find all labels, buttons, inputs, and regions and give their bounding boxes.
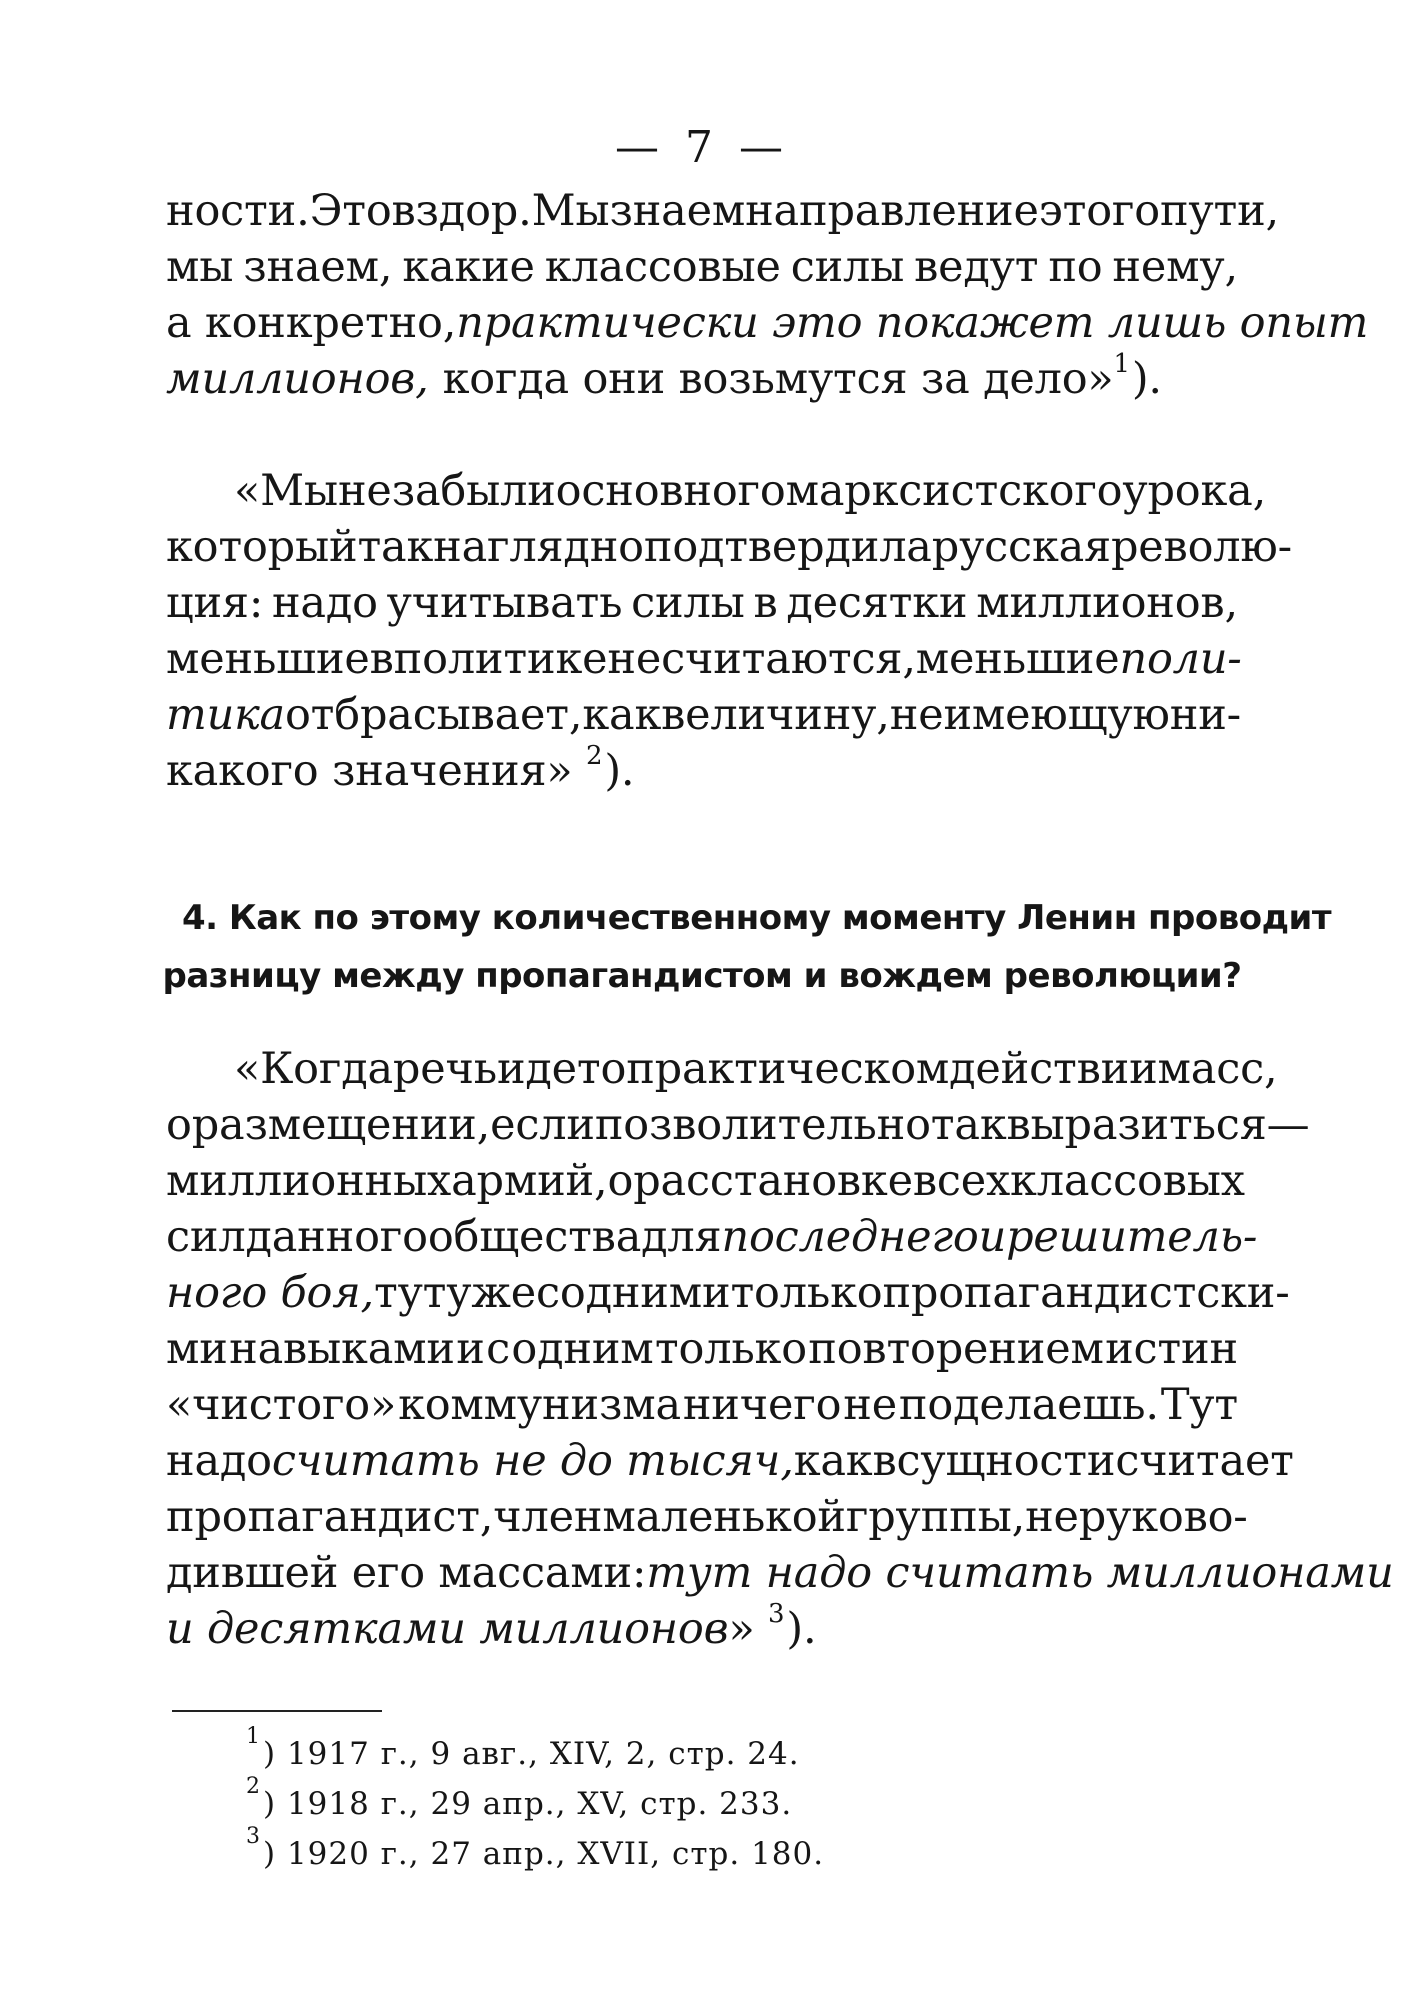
word: забыли xyxy=(391,466,556,516)
word: имеющую xyxy=(943,690,1170,740)
word: не xyxy=(337,466,392,516)
word: считает xyxy=(1115,1436,1294,1486)
word: надо xyxy=(166,1436,272,1486)
word: только xyxy=(730,1268,883,1318)
word: сил xyxy=(166,1212,246,1262)
word: надо xyxy=(271,578,378,628)
paragraph-2 xyxy=(166,466,1292,802)
text-line xyxy=(166,578,1238,634)
word: пути, xyxy=(1159,186,1280,236)
text-line xyxy=(166,1492,1248,1548)
paragraph-3 xyxy=(166,1044,1394,1660)
text-line xyxy=(166,1156,1245,1212)
word: так xyxy=(357,522,434,572)
word: член xyxy=(493,1492,603,1542)
word: в xyxy=(753,578,778,628)
word: поделаешь. xyxy=(898,1380,1159,1430)
word: миллионных xyxy=(166,1156,452,1206)
word: меньшие xyxy=(166,634,370,684)
word: силы xyxy=(790,242,905,292)
word: ни- xyxy=(1169,690,1242,740)
word: силы xyxy=(631,578,745,628)
text-line xyxy=(166,1324,1238,1380)
italic-word: последнего xyxy=(721,1212,979,1262)
footnote-3 xyxy=(246,1823,1146,1886)
footnote-ref-2[interactable]: 2 xyxy=(586,740,603,771)
word: общества xyxy=(427,1212,642,1262)
word: пропагандистски- xyxy=(882,1268,1290,1318)
word: вздор. xyxy=(391,186,532,236)
word: основного xyxy=(555,466,786,516)
word: классовые xyxy=(544,242,781,292)
word: считаются, xyxy=(661,634,916,684)
word: речь xyxy=(392,1044,497,1094)
word: только xyxy=(654,1324,807,1374)
word: в xyxy=(872,1436,897,1486)
word: армий, xyxy=(451,1156,608,1206)
word: как xyxy=(582,690,662,740)
punct: ). xyxy=(786,1604,817,1654)
footnote-text: ) 1920 г., 27 апр., XVII, стр. 180. xyxy=(263,1836,825,1872)
word: уже xyxy=(446,1268,536,1318)
italic-run: считать не до тысяч, xyxy=(271,1436,794,1486)
word: так xyxy=(930,1100,1007,1150)
word: ми xyxy=(166,1324,228,1374)
word: мы xyxy=(166,242,234,292)
word: наглядно xyxy=(433,522,644,572)
word: «Когда xyxy=(234,1044,393,1094)
italic-run: тут надо считать миллионами xyxy=(646,1548,1394,1598)
word: подтвердила xyxy=(643,522,932,572)
word: данного xyxy=(245,1212,428,1262)
footnote-mark: 1 xyxy=(246,1723,261,1749)
text-line xyxy=(166,1268,1290,1324)
word: направление xyxy=(745,186,1039,236)
paragraph-1 xyxy=(166,186,1369,410)
text-line xyxy=(166,740,1238,802)
word: ничего xyxy=(682,1380,842,1430)
word: выразиться— xyxy=(1006,1100,1310,1150)
word: если xyxy=(490,1100,595,1150)
text-run xyxy=(166,740,635,796)
word: для xyxy=(641,1212,722,1262)
footnote-1 xyxy=(246,1723,1146,1786)
word: позволительно xyxy=(594,1100,931,1150)
italic-run: тика xyxy=(166,690,285,740)
word: с xyxy=(535,1268,560,1318)
word: о xyxy=(600,1044,627,1094)
footnote-mark: 3 xyxy=(246,1823,261,1849)
quote-text: какого значения» xyxy=(166,746,573,796)
word: с xyxy=(486,1324,510,1374)
word: ности. xyxy=(166,186,310,236)
italic-word: и xyxy=(978,1212,1007,1262)
text-line xyxy=(166,242,1238,298)
word: «чистого» xyxy=(166,1380,397,1430)
word: Это xyxy=(309,186,392,236)
text-run xyxy=(442,348,1162,404)
word: Мы xyxy=(531,186,610,236)
word: величину, xyxy=(661,690,890,740)
word: пропагандист, xyxy=(166,1492,494,1542)
quote-text: когда они возьмутся за дело» xyxy=(442,354,1114,404)
word: не xyxy=(607,634,662,684)
word: практическом xyxy=(626,1044,950,1094)
word: нему, xyxy=(1112,242,1238,292)
text-line xyxy=(166,1044,1278,1100)
italic-run: практически это покажет лишь опыт xyxy=(456,298,1369,348)
text-line xyxy=(166,690,1242,746)
word: идет xyxy=(496,1044,601,1094)
text-line xyxy=(166,466,1267,522)
word: о xyxy=(607,1156,634,1206)
word: политике xyxy=(393,634,608,684)
text-line xyxy=(166,1380,1238,1436)
page-number: — 7 — xyxy=(615,122,789,173)
word: руково- xyxy=(1078,1492,1248,1542)
word: не xyxy=(843,1380,897,1430)
word: коммунизма xyxy=(398,1380,681,1430)
text-line xyxy=(166,1548,1394,1604)
word: знаем, xyxy=(243,242,393,292)
word: тут xyxy=(373,1268,447,1318)
word: одними xyxy=(559,1268,731,1318)
word: действии xyxy=(949,1044,1158,1094)
word: учитывать xyxy=(386,578,623,628)
heading-line-2: разницу между пропагандистом и вождем революции? xyxy=(162,956,1242,996)
word: не xyxy=(1025,1492,1079,1542)
word: не xyxy=(889,690,944,740)
word: истин xyxy=(1105,1324,1238,1374)
word: ция: xyxy=(166,578,264,628)
word: и xyxy=(456,1324,485,1374)
word: русская xyxy=(931,522,1111,572)
text-run: дившей его массами: xyxy=(166,1548,647,1598)
word: расстановке xyxy=(633,1156,913,1206)
word: Тут xyxy=(1160,1380,1238,1430)
word: одним xyxy=(511,1324,654,1374)
footnotes xyxy=(246,1723,1146,1886)
word: меньшие xyxy=(915,634,1120,684)
italic-run: ного боя, xyxy=(166,1268,374,1318)
word: в xyxy=(369,634,394,684)
footnote-text: ) 1917 г., 9 авг., XIV, 2, стр. 24. xyxy=(263,1736,800,1772)
footnote-2 xyxy=(246,1773,1146,1836)
footnote-ref-1[interactable]: 1 xyxy=(1113,348,1130,379)
footnote-text: ) 1918 г., 29 апр., XV, стр. 233. xyxy=(263,1786,793,1822)
word: о xyxy=(166,1100,192,1150)
word: марксистского xyxy=(785,466,1123,516)
text-line xyxy=(166,1212,1258,1268)
text-line xyxy=(166,348,1238,410)
text-line xyxy=(166,1100,1310,1156)
word: ведут xyxy=(914,242,1039,292)
word: группы, xyxy=(845,1492,1026,1542)
text-line xyxy=(166,298,1369,354)
word: «Мы xyxy=(234,466,338,516)
word: классовых xyxy=(1010,1156,1245,1206)
italic-run: миллионов, xyxy=(166,354,429,404)
text-line xyxy=(166,1436,1294,1492)
word: знаем xyxy=(609,186,746,236)
footnote-ref-3[interactable]: 3 xyxy=(768,1598,785,1629)
word: какие xyxy=(402,242,535,292)
text-run xyxy=(166,1598,817,1654)
word: револю- xyxy=(1110,522,1292,572)
word: маленькой xyxy=(602,1492,846,1542)
text-line xyxy=(166,522,1292,578)
italic-run: и десятками миллионов xyxy=(166,1604,729,1654)
word: всех xyxy=(912,1156,1011,1206)
punct: ). xyxy=(604,746,635,796)
word: навыками xyxy=(229,1324,455,1374)
section-heading xyxy=(162,898,1332,1014)
footnote-mark: 2 xyxy=(246,1773,261,1799)
text-line xyxy=(166,634,1242,690)
word: отбрасывает, xyxy=(284,690,583,740)
word: этого xyxy=(1038,186,1160,236)
word: повторением xyxy=(808,1324,1104,1374)
heading-line-1: 4. Как по этому количественному моменту Ленин проводит xyxy=(182,898,1332,938)
text-run: а конкретно, xyxy=(166,298,457,348)
punct: ). xyxy=(1131,354,1162,404)
word: миллионов, xyxy=(976,578,1238,628)
footnote-divider xyxy=(172,1710,382,1712)
italic-word: решитель- xyxy=(1006,1212,1258,1262)
italic-run: поли- xyxy=(1119,634,1242,684)
word: масс, xyxy=(1157,1044,1278,1094)
word: сущности xyxy=(896,1436,1116,1486)
word: который xyxy=(166,522,358,572)
word: размещении, xyxy=(191,1100,491,1150)
word: по xyxy=(1048,242,1103,292)
word: как xyxy=(793,1436,873,1486)
text-line xyxy=(166,1598,1238,1660)
word: урока, xyxy=(1122,466,1267,516)
text-line xyxy=(166,186,1280,242)
word: десятки xyxy=(786,578,968,628)
punct: » xyxy=(728,1604,755,1654)
